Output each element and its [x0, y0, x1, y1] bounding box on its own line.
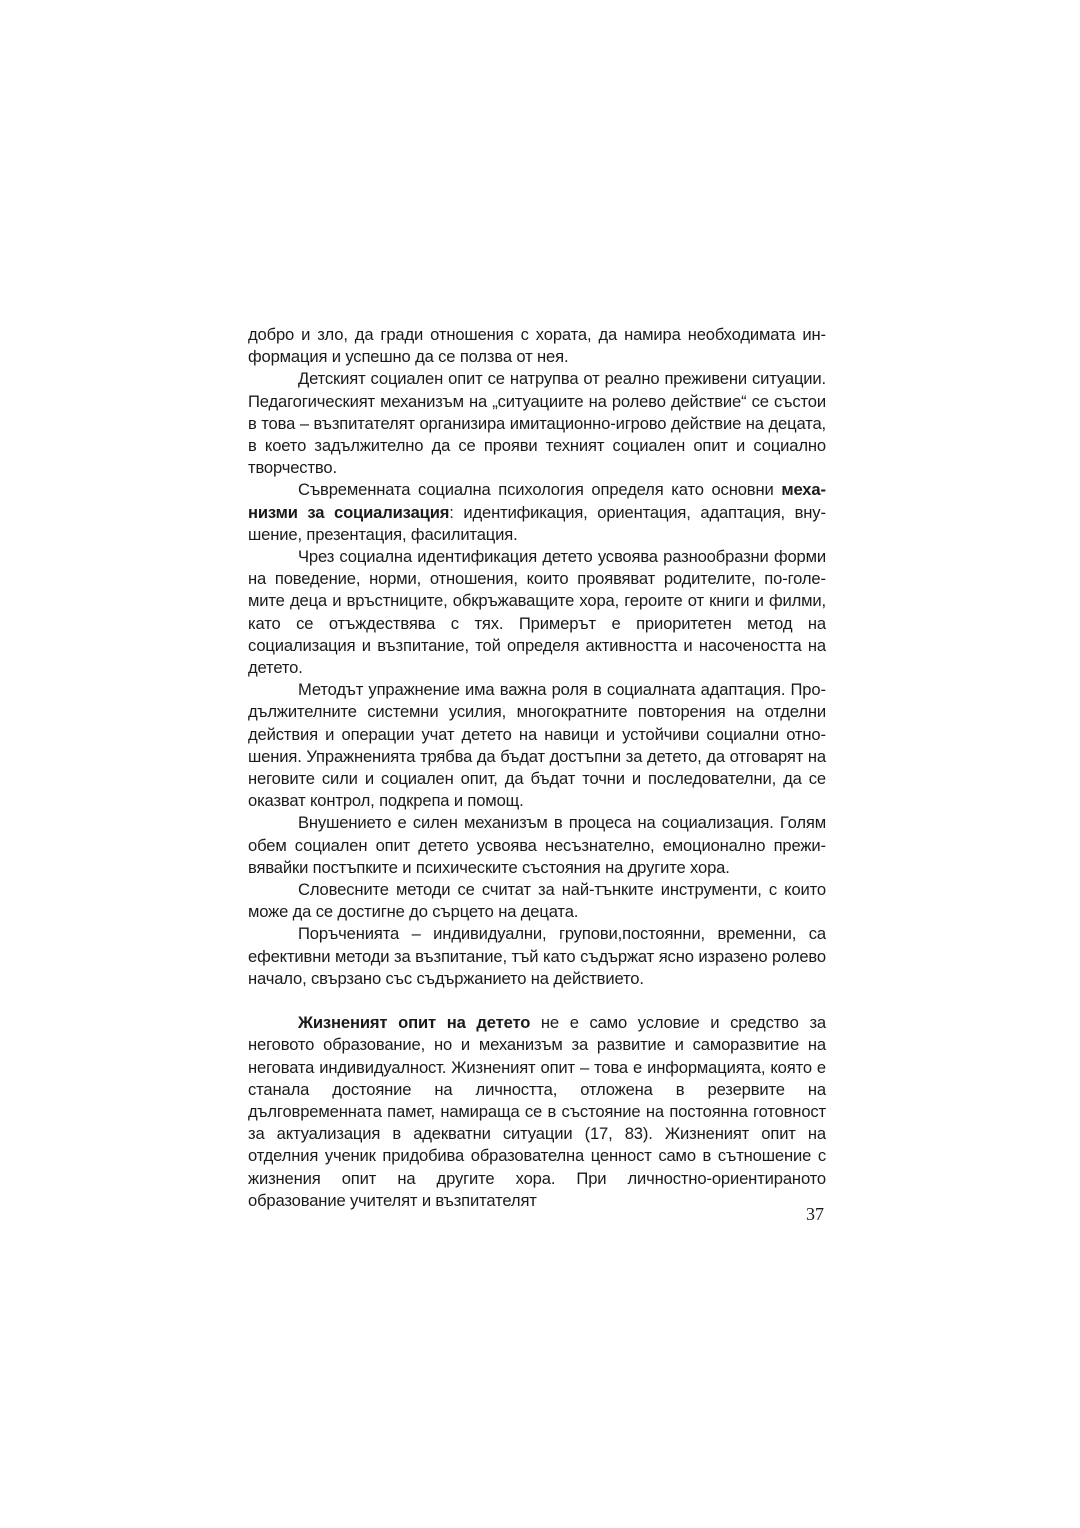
paragraph-7: Словесните методи се считат за най-тънките инструменти, с които може да се достигне до сърцето на децата.	[248, 880, 826, 922]
paragraph-2: Детският социален опит се натрупва от реално преживени ситуации. Педагогическият механизъм на „ситуациите на ролево действие“ се състои в това – възпитателят организира имитационно-игрово действие на децата, в което задължително да се прояви техният социален опит и социално творчество.	[248, 369, 826, 478]
paragraph-6: Внушението е силен механизъм в процеса на социализация. Голям обем социален опит детето усвоява несъзнателно, емоционално преживявайки постъпките и психическите състояния на другите хора.	[248, 813, 826, 877]
paragraph-5: Методът упражнение има важна роля в социалната адаптация. Продължителните системни усилия, многократните повторения на отделни действия и операции учат детето на навици и устойчиви социални отношения. Упражненията трябва да бъдат достъпни за детето, да отговарят на неговите сили и социален опит, да бъдат точни и последователни, да се оказват контрол, подкрепа и помощ.	[248, 680, 826, 811]
paragraph-3-bold-term: механизми за социализация	[248, 480, 826, 522]
paragraph-3-post: : идентификация, ориентация, адаптация, внушение, презентация, фасилитация.	[248, 502, 826, 544]
paragraph-4: Чрез социална идентификация детето усвоява разнообразни форми на поведение, норми, отношения, които проявяват родителите, по-големите деца и връстниците, обкръжаващите хора, героите от книги и филми, като се отъждествява с тях. Примерът е приоритетен метод на социализация и възпитание, той определя активността и насочеността на детето.	[248, 547, 826, 678]
paragraph-8: Поръченията – индивидуални, групови,постоянни, временни, са ефективни методи за възпитание, тъй като съдържат ясно изразено ролево начало, свързано със съдържанието на действието.	[248, 924, 826, 988]
paragraph-9-bold-term: Жизненият опит на детето	[298, 1013, 531, 1033]
body-text	[248, 324, 826, 1212]
paragraph-9-post: не е само условие и средство за неговото образование, но и механизъм за развитие и саморазвитие на неговата индивидуалност. Жизненият опит – това е информацията, която е станала достояние на личността, отложена в резервите на дълговременната памет, намираща се в състояние на постоянна готовност за актуализация в адекватни ситуации (17, 83). Жизненият опит на отделния ученик придобива образователна ценност само в сътношение с жизнения опит на другите хора. При личностно-ориентираното образование учителят и възпитателят	[248, 1013, 826, 1210]
paragraph-3-pre: Съвременната социална психология определя като основни	[298, 480, 782, 500]
page-number: 37	[806, 1204, 824, 1224]
paragraph-3	[248, 479, 826, 546]
paragraph-9	[248, 1012, 826, 1212]
paragraph-1: добро и зло, да гради отношения с хората, да намира необходимата информация и успешно да се ползва от нея.	[248, 325, 826, 367]
